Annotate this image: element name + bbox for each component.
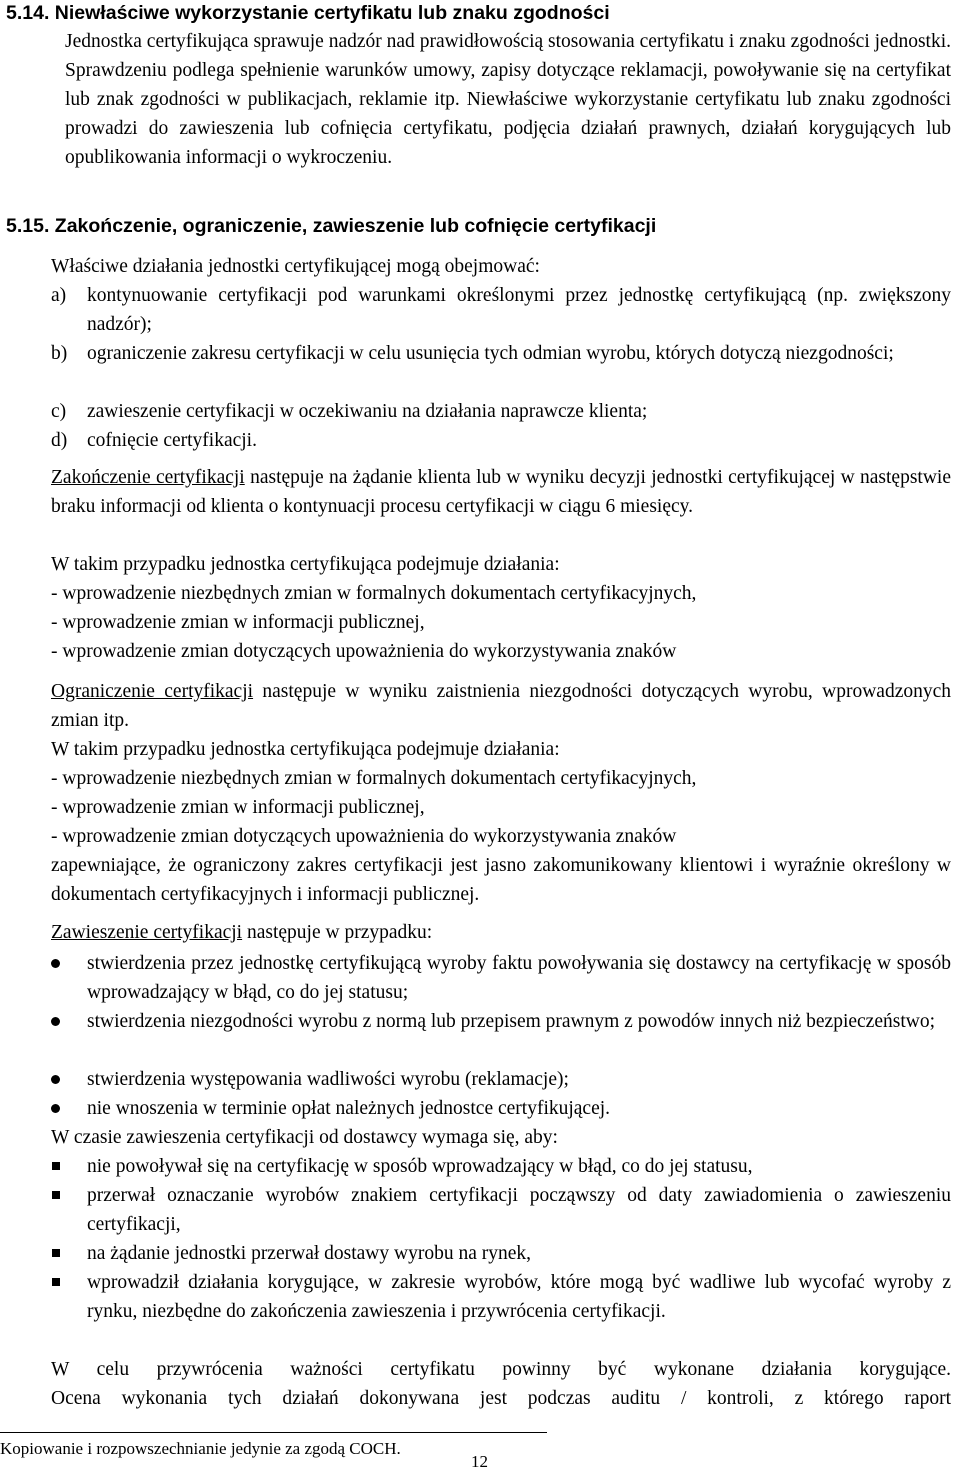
limitation-paragraph: Ograniczenie certyfikacji następuje w wyniku zaistnienia niezgodności dotyczących wyrobu, wprowadzonych zmian itp. — [51, 681, 952, 731]
closing-line: Ocena wykonania tych działań dokonywana jest podczas auditu / kontroli, z którego raport — [51, 1388, 951, 1409]
termination-actions-intro: W takim przypadku jednostka certyfikująca podejmuje działania: — [51, 554, 560, 575]
section-5-14-heading: 5.14. Niewłaściwe wykorzystanie certyfikatu lub znaku zgodności — [6, 2, 610, 24]
suspension-paragraph: Zawieszenie certyfikacji następuje w przypadku: — [51, 922, 433, 943]
limitation-action: - wprowadzenie zmian w informacji publicznej, — [51, 797, 425, 818]
bullet-icon — [51, 1075, 60, 1084]
limitation-action: - wprowadzenie niezbędnych zmian w formalnych dokumentach certyfikacyjnych, — [51, 768, 697, 789]
limitation-actions-intro: W takim przypadku jednostka certyfikująca podejmuje działania: — [51, 739, 560, 760]
termination-action: - wprowadzenie niezbędnych zmian w formalnych dokumentach certyfikacyjnych, — [51, 583, 697, 604]
page-number: 12 — [471, 1452, 488, 1471]
bullet-item: stwierdzenia przez jednostkę certyfikującą wyroby faktu powoływania się dostawcy na certyfikację w sposób wprowadzający w błąd, co do jej statusu; — [51, 949, 951, 1007]
square-bullet-icon — [52, 1162, 60, 1170]
termination-paragraph: Zakończenie certyfikacji następuje na żądanie klienta lub w wyniku decyzji jednostki certyfikującej w następstwie braku informacji od klienta o kontynuacji procesu certyfikacji w ciągu 6 miesięcy. — [51, 467, 952, 517]
limitation-action: - wprowadzenie zmian dotyczących upoważnienia do wykorzystywania znaków — [51, 826, 677, 847]
bullet-icon — [51, 1017, 60, 1026]
limitation-tail: zapewniające, że ograniczony zakres certyfikacji jest jasno zakomunikowany klientowi i wyraźnie określony w dokumentach certyfikacyjnych i informacji publicznej. — [51, 855, 951, 905]
bullet-icon — [51, 959, 60, 968]
termination-action: - wprowadzenie zmian w informacji publicznej, — [51, 612, 425, 633]
suspension-term: Zawieszenie certyfikacji — [51, 922, 243, 943]
closing-line: W celu przywrócenia ważności certyfikatu powinny być wykonane działania korygujące. — [51, 1359, 951, 1380]
bullet-item: stwierdzenia niezgodności wyrobu z normą lub przepisem prawnym z powodów innych niż bezpieczeństwo; — [51, 1007, 951, 1036]
list-item-a: a) kontynuowanie certyfikacji pod warunkami określonymi przez jednostkę certyfikującą (np. zwiększony nadzór); — [51, 285, 951, 335]
footer-rule — [0, 1432, 547, 1433]
list-item-c: c) zawieszenie certyfikacji w oczekiwaniu na działania naprawcze klienta; — [51, 401, 648, 422]
suspension-requirements-intro: W czasie zawieszenia certyfikacji od dostawcy wymaga się, aby: — [51, 1127, 558, 1148]
requirement-item: przerwał oznaczanie wyrobów znakiem certyfikacji począwszy od daty zawiadomienia o zawieszeniu certyfikacji, — [51, 1181, 951, 1239]
termination-term: Zakończenie certyfikacji — [51, 467, 245, 488]
square-bullet-icon — [52, 1249, 60, 1257]
list-item-b: b) ograniczenie zakresu certyfikacji w celu usunięcia tych odmian wyrobu, których dotyczą niezgodności; — [51, 343, 894, 364]
section-5-15-intro: Właściwe działania jednostki certyfikującej mogą obejmować: — [51, 256, 540, 277]
termination-action: - wprowadzenie zmian dotyczących upoważnienia do wykorzystywania znaków — [51, 641, 677, 662]
bullet-item: nie wnoszenia w terminie opłat należnych jednostce certyfikującej. — [51, 1094, 951, 1123]
bullet-icon — [51, 1104, 60, 1113]
requirement-item: nie powoływał się na certyfikację w sposób wprowadzający w błąd, co do jej statusu, — [51, 1152, 951, 1181]
section-5-15-heading: 5.15. Zakończenie, ograniczenie, zawieszenie lub cofnięcie certyfikacji — [6, 215, 657, 237]
list-item-d: d) cofnięcie certyfikacji. — [51, 430, 257, 451]
footer-note: Kopiowanie i rozpowszechnianie jedynie za zgodą COCH. — [0, 1439, 401, 1458]
bullet-item: stwierdzenia występowania wadliwości wyrobu (reklamacje); — [51, 1065, 951, 1094]
section-5-14-body: Jednostka certyfikująca sprawuje nadzór nad prawidłowością stosowania certyfikatu i znaku zgodności jednostki. Sprawdzeniu podlega spełnienie warunków umowy, zapisy dotyczące reklamacji, powoływanie się na certyfikat lub znak zgodności w publikacjach, reklamie itp. Niewłaściwe wykorzystanie certyfikatu lub znaku zgodności prowadzi do zawieszenia lub cofnięcia certyfikatu, podjęcia działań prawnych, działań korygujących lub opublikowania informacji o wykroczeniu. — [65, 31, 951, 168]
requirement-item: wprowadził działania korygujące, w zakresie wyrobów, które mogą być wadliwe lub wycofać wyroby z rynku, niezbędne do zakończenia zawieszenia i przywrócenia certyfikacji. — [51, 1268, 951, 1326]
square-bullet-icon — [52, 1278, 60, 1286]
square-bullet-icon — [52, 1191, 60, 1199]
limitation-term: Ograniczenie certyfikacji — [51, 681, 254, 702]
requirement-item: na żądanie jednostki przerwał dostawy wyrobu na rynek, — [51, 1239, 951, 1268]
